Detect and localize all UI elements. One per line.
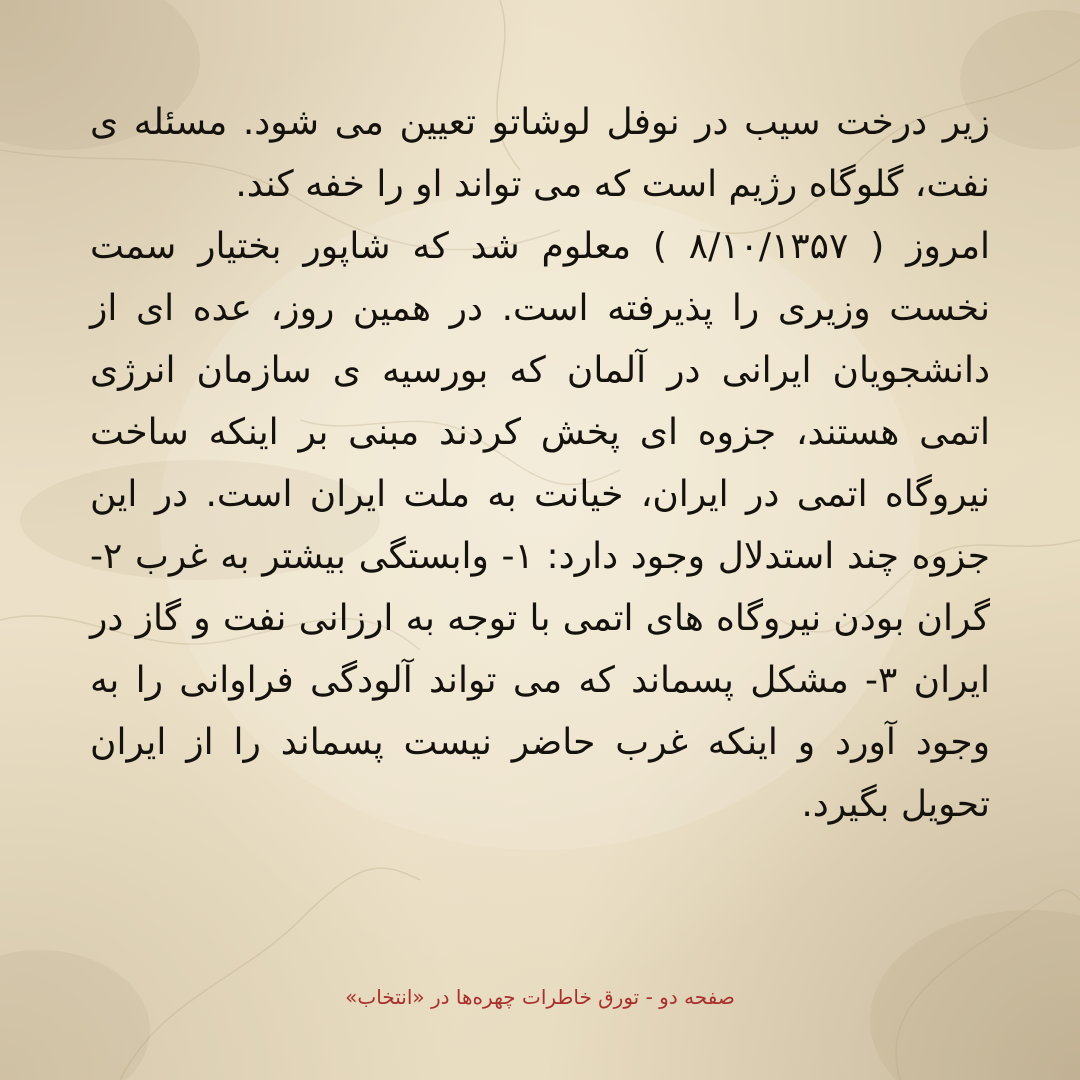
footer-caption: صفحه دو - تورق خاطرات چهره‌ها در «انتخاب» xyxy=(345,985,735,1009)
body-text xyxy=(90,92,990,836)
paragraph-2: امروز ( ۸/۱۰/۱۳۵۷ ) معلوم شد که شاپور بختیار سمت نخست وزیری را پذیرفته است. در همین روز، عده ای از دانشجویان ایرانی در آلمان که بورسیه ی سازمان انرژی اتمی هستند، جزوه ای پخش کردند مبنی بر اینکه ساخت نیروگاه اتمی در ایران، خیانت به ملت ایران است. در این جزوه چند استدلال وجود دارد: ۱- وابستگی بیشتر به غرب ۲- گران بودن نیروگاه های اتمی با توجه به ارزانی نفت و گاز در ایران ۳- مشکل پسماند که می تواند آلودگی فراوانی را به وجود آورد و اینکه غرب حاضر نیست پسماند را از ایران تحویل بگیرد. xyxy=(90,226,990,825)
paragraph-1: زیر درخت سیب در نوفل لوشاتو تعیین می شود. مسئله ی نفت، گلوگاه رژیم است که می تواند او را خفه کند. xyxy=(90,102,990,205)
